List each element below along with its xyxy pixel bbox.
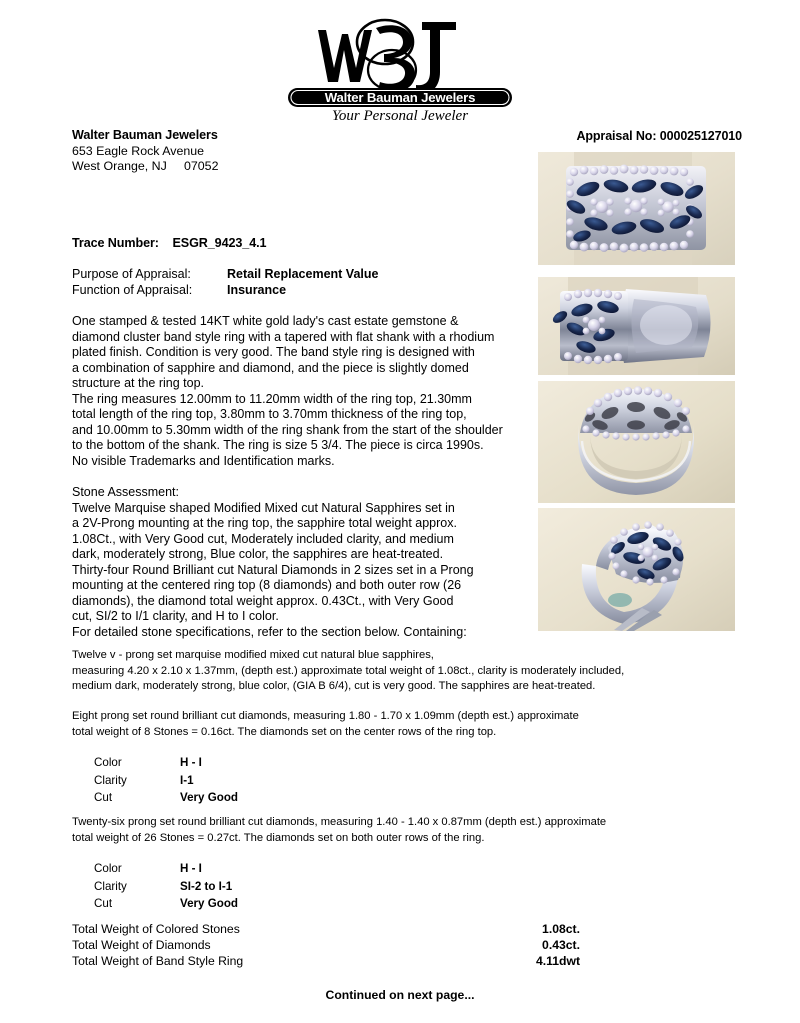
description-line: One stamped & tested 14KT white gold lady's cast estate gemstone & (72, 314, 459, 328)
total-row-band-style-ring (72, 953, 580, 969)
spec-label-clarity: Clarity (94, 773, 127, 787)
total-row-diamonds (72, 937, 580, 953)
spec-label-color: Color (94, 756, 122, 769)
eight-diamond-detail-line: Eight prong set round brilliant cut diamonds, measuring 1.80 - 1.70 x 1.09mm (depth est.) approximate (72, 710, 579, 722)
eight-diamond-detail-line: total weight of 8 Stones = 0.16ct. The diamonds set on the center rows of the ring top. (72, 725, 497, 738)
description-line: to the bottom of the shank. The ring is size 5 3/4. The piece is circa 1990s. (72, 438, 484, 453)
purpose-function-block (72, 267, 378, 298)
description-line: a combination of sapphire and diamond, and the piece is slightly domed (72, 360, 469, 375)
spec-row (94, 878, 238, 896)
spec-value-color: H - I (180, 862, 202, 875)
twentysix-diamond-detail-block (72, 815, 744, 846)
logo-graphic (280, 12, 520, 124)
purpose-row (72, 267, 378, 283)
company-address-block (72, 128, 218, 175)
ring-photo-profile-view (538, 508, 735, 631)
description-line: total length of the ring top, 3.80mm to 3.70mm thickness of the ring top, (72, 407, 467, 422)
total-label: Total Weight of Colored Stones (72, 922, 240, 936)
spec-row (94, 772, 238, 790)
ring-photo-profile-graphic (538, 508, 735, 631)
total-value: 1.08ct. (542, 922, 580, 936)
spec-value-clarity: SI-2 to I-1 (180, 879, 233, 893)
twentysix-diamond-detail-line: Twenty-six prong set round brilliant cut diamonds, measuring 1.40 - 1.40 x 0.87mm (depth est.) approximate (72, 816, 607, 828)
trace-number: Trace Number: ESGR_9423_4.1 (72, 236, 267, 250)
purpose-value: Retail Replacement Value (227, 267, 379, 281)
company-logo (0, 12, 800, 124)
description-line: diamonds), the diamond total weight approx. 0.43Ct., with Very Good (72, 593, 454, 608)
spec-row (94, 895, 238, 913)
spec-row (94, 754, 238, 772)
company-name: Walter Bauman Jewelers (72, 128, 218, 142)
description-line: Twelve Marquise shaped Modified Mixed cut Natural Sapphires set in (72, 500, 455, 515)
totals-block (72, 921, 580, 969)
description-line: plated finish. Condition is very good. The band style ring is designed with (72, 345, 475, 360)
logo-tagline: Your Personal Jeweler (331, 108, 469, 124)
function-row (72, 283, 378, 299)
total-value: 4.11dwt (535, 954, 580, 968)
description-line: dark, moderately strong, Blue color, the sapphires are heat-treated. (72, 547, 444, 562)
twentysix-diamond-detail-line: total weight of 26 Stones = 0.27ct. The diamonds set on both outer rows of the ring. (72, 831, 485, 844)
total-row-colored-stones (72, 921, 580, 937)
sapphire-detail-line: measuring 4.20 x 2.10 x 1.37mm, (depth est.) approximate total weight of 1.08ct., clarity is moderately included, (72, 664, 625, 677)
spec-row (94, 860, 238, 878)
ring-photo-top-view (538, 152, 735, 265)
logo-company-name: Walter Bauman Jewelers (324, 90, 476, 105)
function-label: Function of Appraisal: (72, 282, 193, 297)
ring-photo-angled-shank-view (538, 277, 735, 375)
description-line: a 2V-Prong mounting at the ring top, the sapphire total weight approx. (72, 516, 457, 531)
sapphire-detail-line: medium dark, moderately strong, blue color, (GIA B 6/4), cut is very good. The sapphires are heat-treated. (72, 680, 596, 692)
diamond-spec-table-center-rows (94, 754, 238, 807)
total-value: 0.43ct. (542, 938, 580, 952)
diamond-spec-table-outer-rows (94, 860, 238, 913)
description-line: structure at the ring top. (72, 376, 205, 391)
description-line: mounting at the centered ring top (8 diamonds) and both outer row (26 (72, 578, 462, 593)
total-label: Total Weight of Band Style Ring (72, 954, 244, 968)
sapphire-detail-line: Twelve v - prong set marquise modified mixed cut natural blue sapphires, (72, 649, 434, 661)
spec-label-cut: Cut (94, 897, 113, 910)
ring-photo-top-view-graphic (538, 152, 735, 265)
spec-row (94, 789, 238, 807)
description-line: No visible Trademarks and Identification marks. (72, 453, 335, 468)
description-line: diamond cluster band style ring with a tapered with flat shank with a rhodium (72, 329, 495, 344)
ring-photo-angled-shank-graphic (538, 277, 735, 375)
spec-label-cut: Cut (94, 791, 113, 804)
company-street: 653 Eagle Rock Avenue (72, 143, 205, 158)
spec-value-cut: Very Good (180, 897, 238, 910)
sapphire-detail-block (72, 648, 744, 695)
description-line: cut, SI/2 to I/1 clarity, and H to I color. (72, 609, 279, 624)
description-line: and 10.00mm to 5.30mm width of the ring shank from the start of the shoulder (72, 422, 503, 437)
spec-label-clarity: Clarity (94, 879, 127, 893)
ring-photo-gallery-graphic (538, 381, 735, 503)
company-city-state-zip: West Orange, NJ 07052 (72, 159, 219, 173)
spec-value-color: H - I (180, 756, 202, 769)
eight-diamond-detail-block (72, 709, 744, 740)
stone-assessment-heading: Stone Assessment: (72, 484, 180, 499)
continued-footer: Continued on next page... (325, 988, 475, 1002)
ring-photo-gallery-underside-view (538, 381, 735, 503)
spec-value-cut: Very Good (180, 791, 238, 804)
purpose-label: Purpose of Appraisal: (72, 267, 191, 281)
total-label: Total Weight of Diamonds (72, 938, 211, 952)
paragraph-spacer (72, 469, 532, 485)
description-line: 1.08Ct., with Very Good cut, Moderately included clarity, and medium (72, 531, 454, 546)
function-value: Insurance (227, 282, 287, 297)
description-line: For detailed stone specifications, refer to the section below. Containing: (72, 624, 467, 639)
spec-label-color: Color (94, 862, 122, 875)
description-line: Thirty-four Round Brilliant cut Natural Diamonds in 2 sizes set in a Prong (72, 562, 474, 577)
description-line: The ring measures 12.00mm to 11.20mm width of the ring top, 21.30mm (72, 391, 472, 406)
appraisal-number: Appraisal No: 000025127010 (576, 129, 742, 143)
item-description-block (72, 314, 532, 640)
spec-value-clarity: I-1 (180, 773, 194, 787)
